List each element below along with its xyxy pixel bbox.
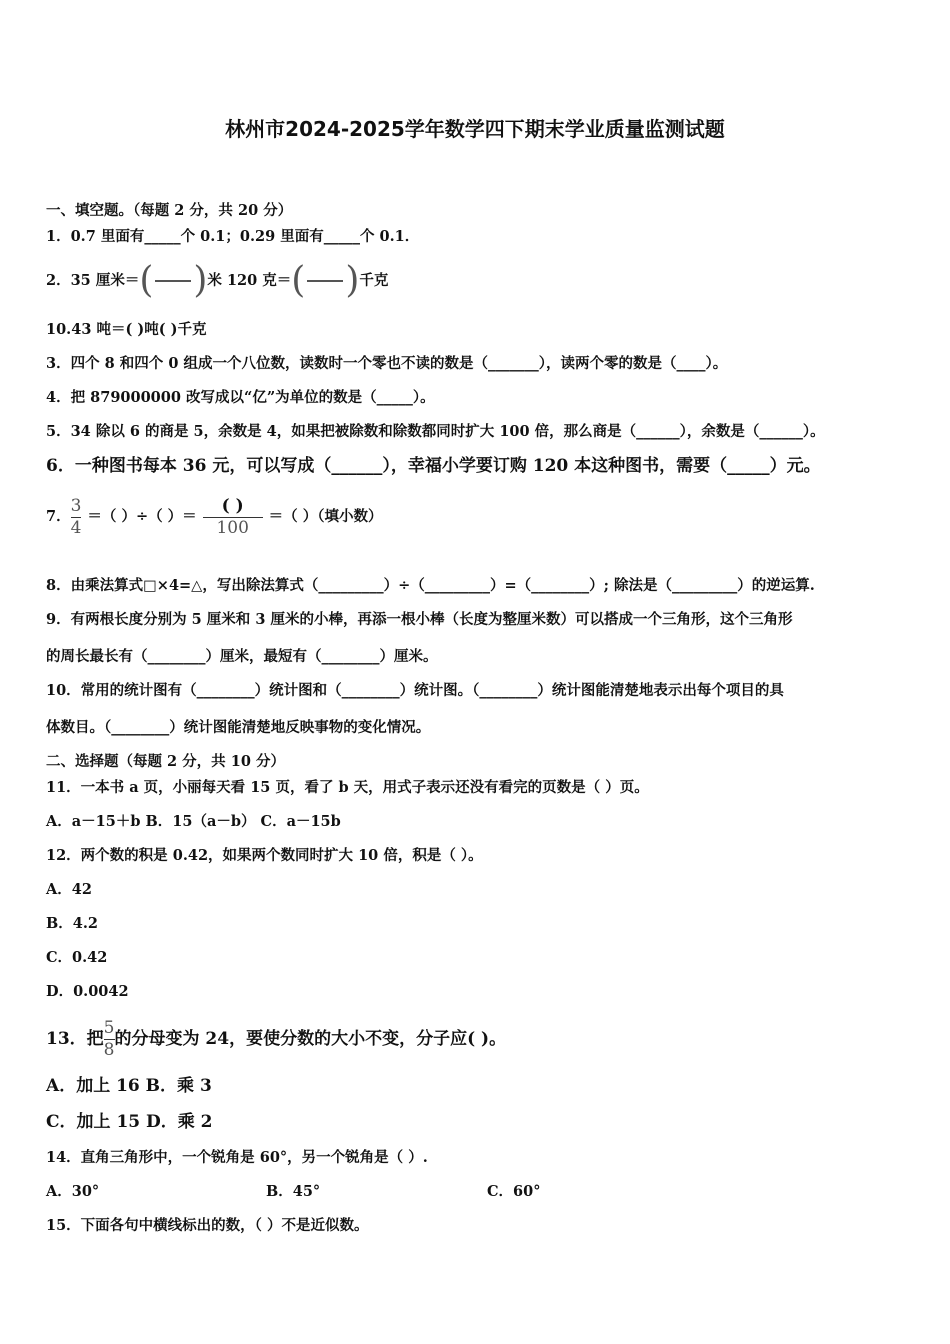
question-11-options: A．a－15＋b B．15（a－b） C．a－15b <box>46 813 341 830</box>
question-2 <box>46 258 388 304</box>
fraction-denominator-100: 100 <box>216 517 249 538</box>
question-7 <box>46 492 382 542</box>
question-10-line2: 体数目。（________）统计图能清楚地反映事物的变化情况。 <box>46 719 431 736</box>
question-2-mid: 米 120 克＝ <box>207 272 292 289</box>
fraction-numerator: 3 <box>70 495 82 516</box>
question-13-suffix: 的分母变为 24，要使分数的大小不变，分子应( )。 <box>114 1029 507 1049</box>
fraction-denominator: 8 <box>103 1039 115 1060</box>
question-9-line1: 9．有两根长度分别为 5 厘米和 3 厘米的小棒，再添一根小棒（长度为整厘米数）可以搭成一个三角形，这个三角形 <box>46 611 793 628</box>
question-12-option-a: A．42 <box>46 881 92 898</box>
question-2b: 10.43 吨＝( )吨( )千克 <box>46 321 207 338</box>
section1-heading: 一、填空题。（每题 2 分，共 20 分） <box>46 202 293 219</box>
question-4: 4．把 879000000 改写成以“亿”为单位的数是（_____）。 <box>46 389 435 406</box>
question-13-prefix: 13．把 <box>46 1029 104 1049</box>
question-7-suffix: ＝（ ）（填小数） <box>268 508 383 525</box>
question-12-option-b: B．4.2 <box>46 915 98 932</box>
fraction-numerator: 5 <box>103 1017 115 1038</box>
question-2-prefix: 2．35 厘米＝ <box>46 272 140 289</box>
fraction-five-eighths <box>103 1017 115 1060</box>
section2-heading: 二、选择题（每题 2 分，共 10 分） <box>46 753 285 770</box>
question-5: 5．34 除以 6 的商是 5，余数是 4，如果把被除数和除数都同时扩大 100 倍，那么商是（______），余数是（______）。 <box>46 423 825 440</box>
fraction-denominator: 4 <box>70 517 82 538</box>
blank-fraction-2: ( ) <box>291 260 360 301</box>
question-7-mid: ＝（ ）÷（ ）＝ <box>87 508 197 525</box>
question-7-prefix: 7． <box>46 508 71 525</box>
question-14-option-b: B．45° <box>266 1183 321 1200</box>
question-13-options-row2: C．加上 15 D．乘 2 <box>46 1112 213 1132</box>
question-14-option-c: C．60° <box>487 1183 541 1200</box>
blank-fraction-1: ( ) <box>139 260 208 301</box>
question-15: 15．下面各句中横线标出的数，（ ）不是近似数。 <box>46 1217 369 1234</box>
question-2-suffix: 千克 <box>359 272 389 289</box>
question-9-line2: 的周长最长有（________）厘米，最短有（________）厘米。 <box>46 648 438 665</box>
question-14: 14．直角三角形中，一个锐角是 60°，另一个锐角是（ ）. <box>46 1149 428 1166</box>
question-12: 12．两个数的积是 0.42，如果两个数同时扩大 10 倍，积是（ ）。 <box>46 847 483 864</box>
fraction-three-quarters <box>70 495 82 538</box>
question-11: 11．一本书 a 页，小丽每天看 15 页，看了 b 天，用式子表示还没有看完的页数是（ ）页。 <box>46 779 649 796</box>
question-10-line1: 10．常用的统计图有（________）统计图和（________）统计图。（________）统计图能清楚地表示出每个项目的具 <box>46 682 784 699</box>
question-13 <box>46 1014 506 1064</box>
question-14-option-a: A．30° <box>46 1183 100 1200</box>
fraction-over-hundred <box>203 495 263 538</box>
question-6: 6．一种图书每本 36 元，可以写成（______），幸福小学要订购 120 本这种图书，需要（_____）元。 <box>46 456 821 476</box>
page-title: 林州市2024-2025学年数学四下期末学业质量监测试题 <box>225 117 725 141</box>
question-12-option-d: D．0.0042 <box>46 983 129 1000</box>
question-13-options-row1: A．加上 16 B．乘 3 <box>46 1076 212 1096</box>
question-12-option-c: C．0.42 <box>46 949 108 966</box>
question-1: 1．0.7 里面有_____个 0.1；0.29 里面有_____个 0.1． <box>46 228 420 245</box>
question-8: 8．由乘法算式□×4=△，写出除法算式（_________）÷（_________）=（________）; 除法是（_________）的逆运算. <box>46 577 815 594</box>
fraction-numerator-blank: ( ) <box>221 495 244 516</box>
question-3: 3．四个 8 和四个 0 组成一个八位数，读数时一个零也不读的数是（_______），读两个零的数是（____）。 <box>46 355 728 372</box>
